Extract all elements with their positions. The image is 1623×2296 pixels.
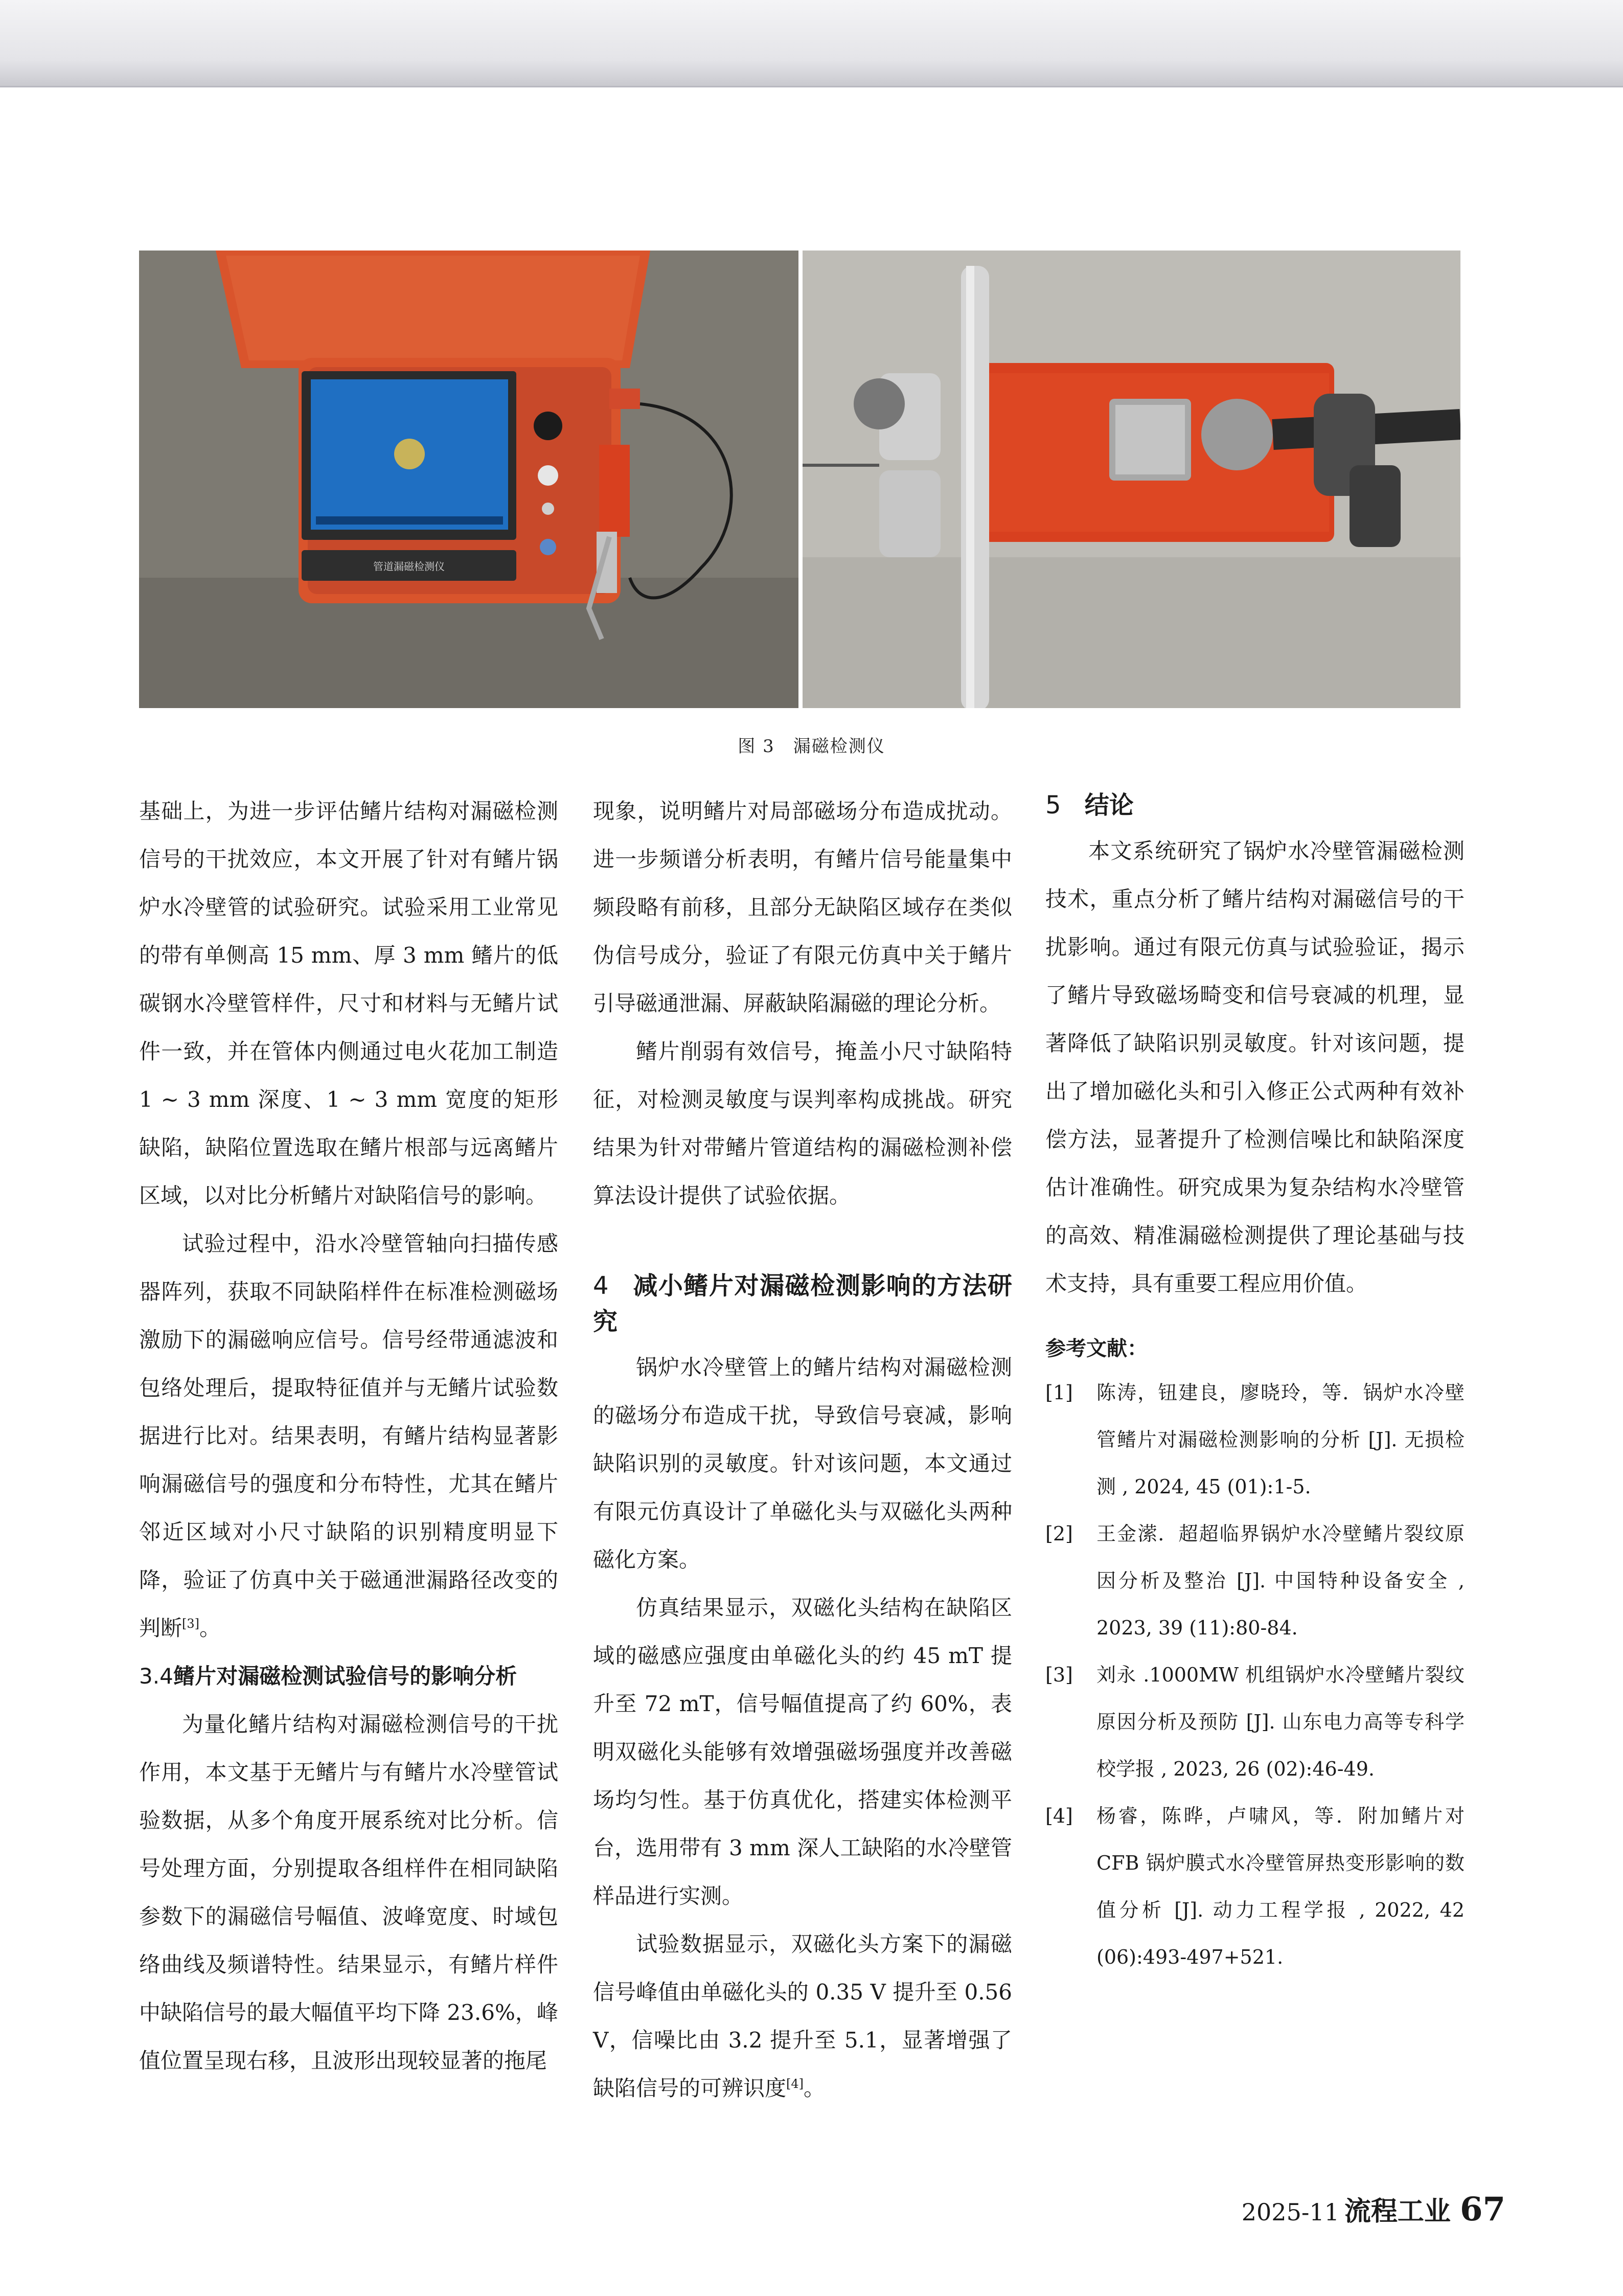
paragraph: 基础上，为进一步评估鳍片结构对漏磁检测信号的干扰效应，本文开展了针对有鳍片锅炉水冷壁管的试验研究。试验采用工业常见的带有单侧高 15 mm、厚 3 mm 鳍片的低碳钢水冷壁管样件，尺寸和材料与无鳍片试件一致，并在管体内侧通过电火花加工制造 1 ~ 3 mm 深度、1 ~ 3 mm 宽度的矩形缺陷，缺陷位置选取在鳍片根部与远离鳍片区域，以对比分析鳍片对缺陷信号的影响。 <box>139 799 558 1208</box>
section-number: 5 <box>1045 791 1061 820</box>
paragraph: 鳍片削弱有效信号，掩盖小尺寸缺陷特征，对检测灵敏度与误判率构成挑战。研究结果为针对带鳍片管道结构的漏磁检测补偿算法设计提供了试验依据。 <box>593 1039 1012 1208</box>
section-title: 减小鳍片对漏磁检测影响的方法研究 <box>593 1271 1012 1336</box>
journal-name: 流程工业 <box>1344 2196 1451 2227</box>
reference-item <box>1045 1792 1465 1981</box>
reference-text: 刘永 .1000MW 机组锅炉水冷壁鳍片裂纹原因分析及预防 [J]. 山东电力高等专科学校学报 , 2023, 26 (02):46-49. <box>1096 1664 1465 1780</box>
paragraph: 仿真结果显示，双磁化头结构在缺陷区域的磁感应强度由单磁化头的约 45 mT 提升至 72 mT，信号幅值提高了约 60%，表明双磁化头能够有效增强磁场强度并改善磁场均匀性。基于仿真优化，搭建实体检测平台，选用带有 3 mm 深人工缺陷的水冷壁管样品进行实测。 <box>593 1595 1012 1908</box>
section-heading-4 <box>593 1268 1012 1339</box>
paragraph: 本文系统研究了锅炉水冷壁管漏磁检测技术，重点分析了鳍片结构对漏磁信号的干扰影响。通过有限元仿真与试验验证，揭示了鳍片导致磁场畸变和信号衰减的机理，显著降低了缺陷识别灵敏度。针对该问题，提出了增加磁化头和引入修正公式两种有效补偿方法，显著提升了检测信噪比和缺陷深度估计准确性。研究成果为复杂结构水冷壁管的高效、精准漏磁检测提供了理论基础与技术支持，具有重要工程应用价值。 <box>1045 838 1465 1296</box>
reference-number: [2] <box>1045 1522 1073 1545</box>
issue-date: 2025-11 <box>1241 2198 1339 2226</box>
reference-item <box>1045 1651 1465 1792</box>
reference-text: 陈涛，钮建良，廖晓玲，等．锅炉水冷壁管鳍片对漏磁检测影响的分析 [J]. 无损检测 , 2024, 45 (01):1-5. <box>1096 1381 1465 1498</box>
figure-caption: 图 3 漏磁检测仪 <box>738 736 885 757</box>
column-2 <box>593 787 1012 2112</box>
references-heading: 参考文献： <box>1045 1337 1148 1360</box>
reference-number: [4] <box>1045 1805 1073 1827</box>
paragraph: 锅炉水冷壁管上的鳍片结构对漏磁检测的磁场分布造成干扰，导致信号衰减，影响缺陷识别的灵敏度。针对该问题，本文通过有限元仿真设计了单磁化头与双磁化头两种磁化方案。 <box>593 1355 1012 1572</box>
paragraph <box>593 1920 1012 2112</box>
page-number: 67 <box>1459 2190 1505 2229</box>
citation: [3] <box>182 1617 200 1631</box>
section-heading-5 <box>1045 787 1465 823</box>
reference-text: 杨睿，陈晔，卢啸风，等．附加鳍片对 CFB 锅炉膜式水冷壁管屏热变形影响的数值分析 [J]. 动力工程学报 , 2022, 42 (06):493-497+521. <box>1096 1805 1465 1968</box>
subsection-title: 鳍片对漏磁检测试验信号的影响分析 <box>173 1664 517 1689</box>
paragraph: 现象，说明鳍片对局部磁场分布造成扰动。进一步频谱分析表明，有鳍片信号能量集中频段略有前移，且部分无缺陷区域存在类似伪信号成分，验证了有限元仿真中关于鳍片引导磁通泄漏、屏蔽缺陷漏磁的理论分析。 <box>593 799 1012 1016</box>
reference-text: 王金潆．超超临界锅炉水冷壁鳍片裂纹原因分析及整治 [J]. 中国特种设备安全 , 2023, 39 (11):80-84. <box>1096 1522 1465 1639</box>
paragraph-text: 试验数据显示，双磁化头方案下的漏磁信号峰值由单磁化头的 0.35 V 提升至 0.56 V，信噪比由 3.2 提升至 5.1，显著增强了缺陷信号的可辨识度 <box>593 1931 1012 2101</box>
photo-magnetizer-head <box>803 251 1460 708</box>
paragraph-end: 。 <box>199 1616 221 1641</box>
section-number: 4 <box>593 1271 609 1300</box>
paragraph: 为量化鳍片结构对漏磁检测信号的干扰作用，本文基于无鳍片与有鳍片水冷壁管试验数据，从多个角度开展系统对比分析。信号处理方面，分别提取各组样件在相同缺陷参数下的漏磁信号幅值、波峰宽度、时域包络曲线及频谱特性。结果显示，有鳍片样件中缺陷信号的最大幅值平均下降 23.6%，峰值位置呈现右移，且波形出现较显著的拖尾 <box>139 1712 558 2073</box>
figure-3 <box>139 251 1460 708</box>
reference-number: [1] <box>1045 1381 1073 1404</box>
reference-number: [3] <box>1045 1664 1073 1686</box>
section-title: 结论 <box>1084 791 1134 820</box>
citation: [4] <box>786 2077 804 2091</box>
column-1 <box>139 787 558 2085</box>
photo-flaw-detector-case <box>139 251 798 708</box>
reference-item <box>1045 1510 1465 1651</box>
paragraph <box>139 1220 558 1652</box>
reference-item <box>1045 1369 1465 1510</box>
subsection-number: 3.4 <box>139 1664 173 1689</box>
screen-brand-text: 管道漏磁检测仪 <box>373 561 445 573</box>
column-3 <box>1045 787 1465 1981</box>
subsection-heading-3-4 <box>139 1652 558 1700</box>
page-footer <box>1242 2190 1505 2229</box>
paragraph-text: 试验过程中，沿水冷壁管轴向扫描传感器阵列，获取不同缺陷样件在标准检测磁场激励下的漏磁响应信号。信号经带通滤波和包络处理后，提取特征值并与无鳍片试验数据进行比对。结果表明，有鳍片结构显著影响漏磁信号的强度和分布特性，尤其在鳍片邻近区域对小尺寸缺陷的识别精度明显下降，验证了仿真中关于磁通泄漏路径改变的判断 <box>139 1231 558 1641</box>
viewer-top-bar <box>0 0 1623 87</box>
paragraph-end: 。 <box>804 2076 826 2101</box>
